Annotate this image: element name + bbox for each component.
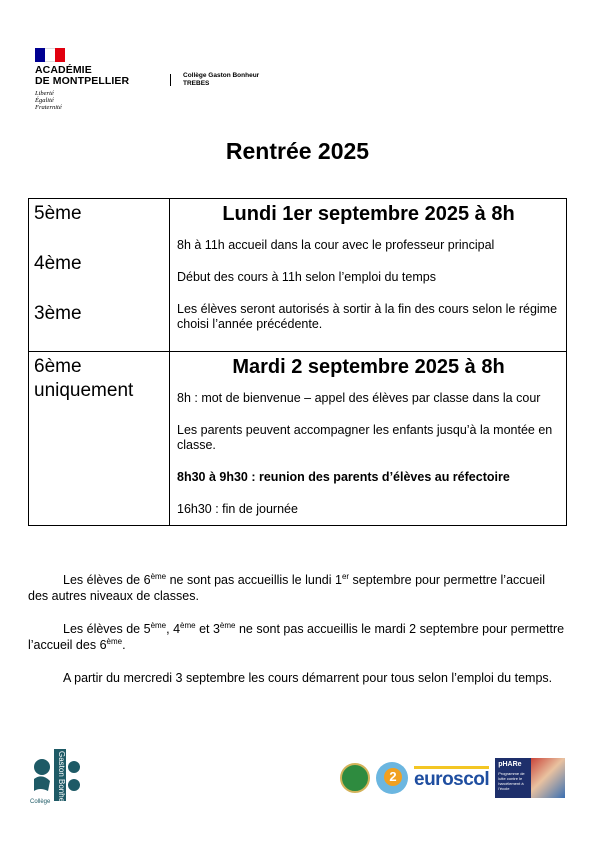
- note-sup: ème: [150, 571, 167, 581]
- partner-logos: [340, 755, 565, 800]
- header: [35, 48, 575, 118]
- info-line: 16h30 : fin de journée: [177, 502, 298, 516]
- euroscol-logo: euroscol: [414, 766, 489, 790]
- note-text: et 3: [195, 622, 220, 636]
- schedule-table: [28, 198, 567, 526]
- note-text: ne sont pas accueillis le lundi 1: [166, 573, 342, 587]
- note-text: ne sont pas accueillis le mardi 2 septembre pour permettre l’accueil des 6: [28, 622, 565, 652]
- level-label: 6ème: [34, 356, 82, 377]
- note-text: Les élèves de 5: [63, 622, 151, 636]
- page-title: Rentrée 2025: [225, 138, 370, 164]
- college-logo-caption: Collège: [30, 799, 51, 805]
- note-sup: er: [341, 571, 350, 581]
- level-label: 3ème: [34, 303, 82, 324]
- republic-motto: [35, 90, 62, 111]
- levels-cell: [29, 352, 170, 526]
- academy-line: ACADÉMIE: [35, 64, 92, 76]
- note-text: septembre pour permettre l’accueil des autres niveaux de classes.: [28, 573, 545, 603]
- note-paragraph: [28, 572, 567, 604]
- note-sup: ème: [150, 620, 167, 630]
- level-label: 4ème: [34, 253, 82, 274]
- note-paragraph: [28, 621, 567, 653]
- academy-line: DE MONTPELLIER: [35, 75, 130, 87]
- phare-logo: [495, 758, 565, 798]
- info-line: 8h : mot de bienvenue – appel des élèves par classe dans la cour: [177, 391, 541, 405]
- note-text: Les élèves de 6: [63, 573, 151, 587]
- note-text: .: [122, 638, 126, 652]
- phare-label: pHARe: [498, 760, 522, 768]
- college-logo-text: Gaston Bonheur: [57, 751, 66, 810]
- info-line: Les élèves seront autorisés à sortir à la fin des cours selon le régime choisi l’année précédente.: [177, 302, 558, 331]
- college-logo: [30, 745, 85, 810]
- phare-photo: [531, 758, 565, 798]
- header-divider: [170, 74, 171, 86]
- day-heading: Lundi 1er septembre 2025 à 8h: [222, 203, 515, 225]
- note-sup: ème: [106, 636, 123, 646]
- info-line: Début des cours à 11h selon l’emploi du temps: [177, 270, 436, 284]
- motto-line: Liberté: [35, 90, 54, 97]
- phare-subtitle: Programme de lutte contre le harcèlement à l'école: [498, 770, 525, 791]
- french-flag-icon: [35, 48, 65, 62]
- info-cell: [170, 199, 567, 352]
- note-sup: ème: [219, 620, 236, 630]
- levels-cell: [29, 199, 170, 352]
- notes: [28, 572, 567, 703]
- table-row: [29, 199, 567, 352]
- badge-number: 2: [384, 768, 402, 786]
- motto-line: Égalité: [35, 97, 54, 104]
- ecology-badge-icon: [340, 763, 370, 793]
- label-badge-icon: [376, 762, 408, 794]
- table-row: [29, 352, 567, 526]
- level-label: 5ème: [34, 203, 82, 224]
- info-line: 8h à 11h accueil dans la cour avec le professeur principal: [177, 238, 495, 252]
- note-paragraph: A partir du mercredi 3 septembre les cours démarrent pour tous selon l’emploi du temps.: [63, 671, 553, 685]
- info-line: 8h30 à 9h30 : reunion des parents d’élèves au réfectoire: [177, 470, 510, 484]
- info-line: Les parents peuvent accompagner les enfants jusqu’à la montée en classe.: [177, 423, 553, 452]
- college-line: Collège Gaston Bonheur: [183, 72, 260, 79]
- academy-name: [35, 65, 129, 87]
- college-line: TREBES: [183, 80, 210, 87]
- day-heading: Mardi 2 septembre 2025 à 8h: [232, 356, 505, 378]
- level-label: uniquement: [34, 380, 134, 401]
- info-cell: [170, 352, 567, 526]
- note-sup: ème: [180, 620, 196, 630]
- motto-line: Fraternité: [35, 104, 62, 111]
- college-name: [183, 72, 259, 88]
- note-text: , 4: [166, 622, 181, 636]
